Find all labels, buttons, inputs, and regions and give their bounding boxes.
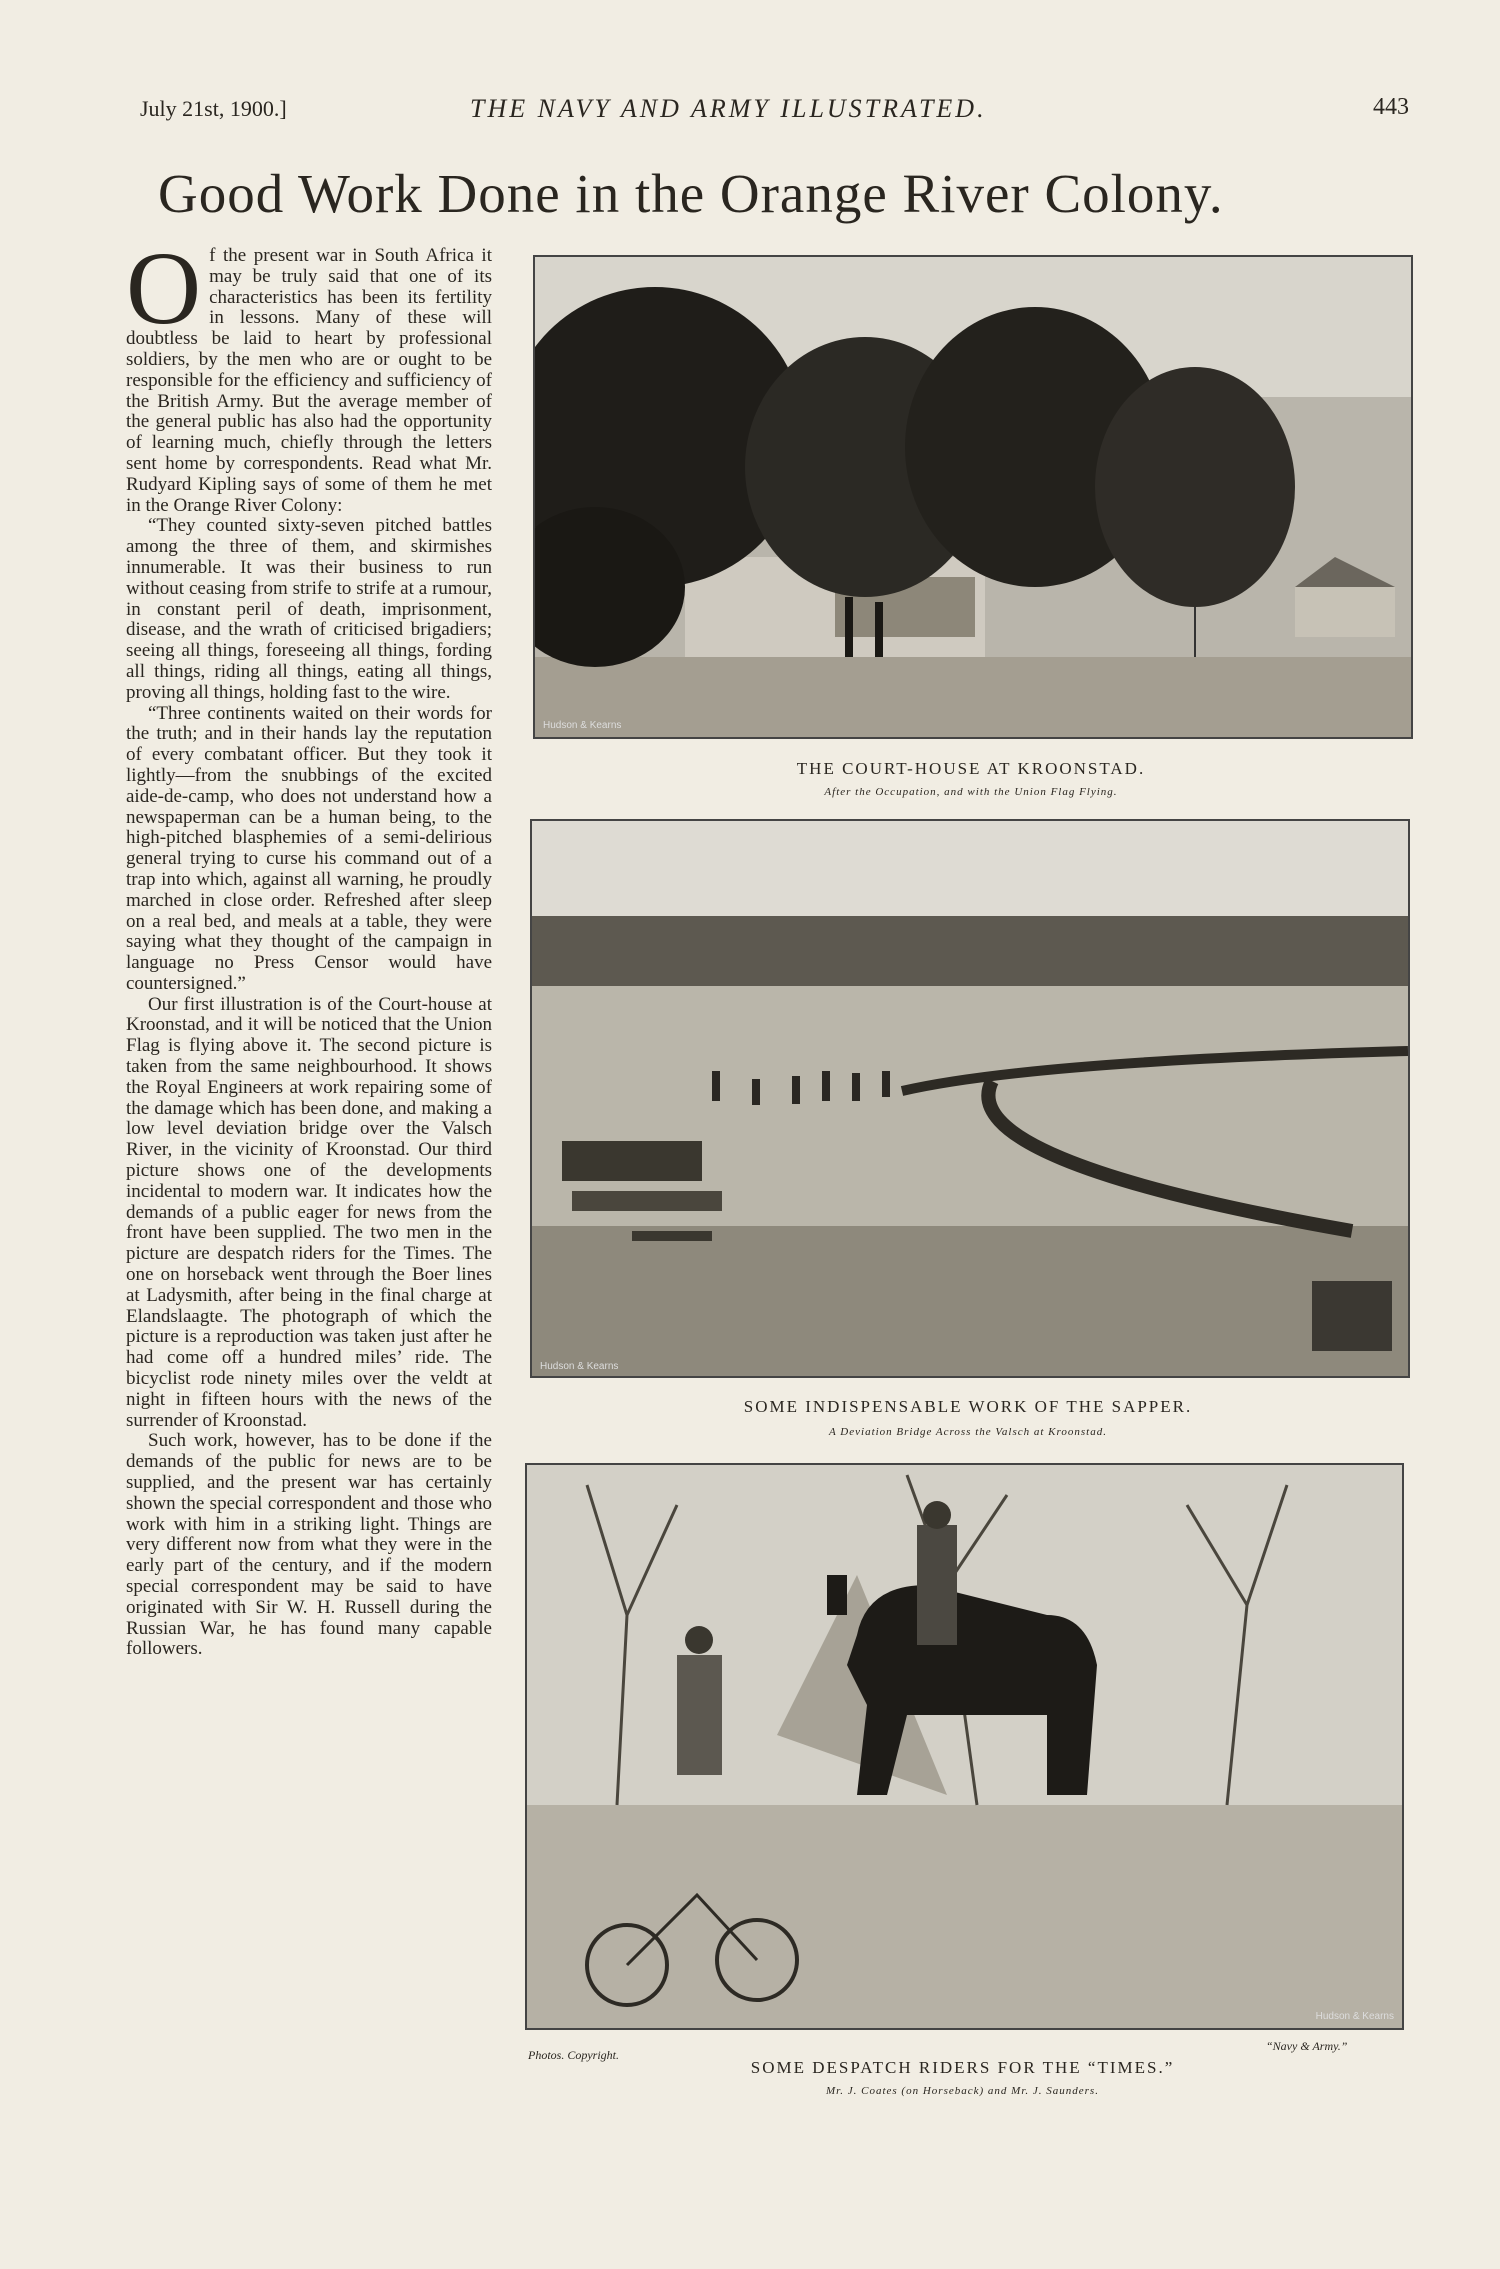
- photographer-mark: Hudson & Kearns: [1315, 2011, 1394, 2022]
- deviation-bridge-photo: [530, 819, 1410, 1378]
- photos-copyright: Photos. Copyright.: [528, 2048, 620, 2062]
- article-paragraph: “They counted sixty-seven pitched battles among the three of them, and skirmishes innumerable. It was their business to run without ceasing from strife to strife at a rumour, in constant peril of death, imprisonment, disease, and the wrath of criticised brigadiers; seeing all things, foreseeing all things, fording all things, riding all things, eating all things, proving all things, holding fast to the wire.: [126, 515, 492, 703]
- figure-caption: SOME DESPATCH RIDERS FOR THE “TIMES.”: [750, 2058, 1175, 2077]
- article-paragraph: Such work, however, has to be done if the demands of the public for news are to be supplied, and the present war has certainly shown the special correspondent and those who work with him in a striking light. Things are very different now from what they were in the early part of the century, and if the modern special correspondent may be said to have originated with Sir W. H. Russell during the Russian War, he has found many capable followers.: [126, 1430, 492, 1660]
- article-paragraph: Of the present war in South Africa it may be truly said that one of its characteristics has been its fertility in lessons. Many of these will doubtless be laid to heart by professional soldiers, by the men who are or ought to be responsible for the efficiency and sufficiency of the British Army. But the average member of the general public has also had the opportunity of learning much, chiefly through the letters sent home by correspondents. Read what Mr. Rudyard Kipling says of some of them he met in the Orange River Colony:: [126, 231, 492, 516]
- figure-subcaption: After the Occupation, and with the Union Flag Flying.: [824, 786, 1118, 798]
- navy-army-credit: “Navy & Army.”: [1266, 2039, 1348, 2053]
- page-number: 443: [1373, 94, 1409, 120]
- article-body: [126, 231, 492, 1660]
- article-headline: Good Work Done in the Orange River Colony.: [158, 163, 1224, 224]
- figure-subcaption: Mr. J. Coates (on Horseback) and Mr. J. Saunders.: [826, 2085, 1099, 2097]
- photographer-mark: Hudson & Kearns: [540, 1361, 619, 1372]
- courthouse-photo: [533, 255, 1413, 739]
- photographer-mark: Hudson & Kearns: [543, 720, 622, 731]
- article-paragraph: “Three continents waited on their words for the truth; and in their hands lay the reputation of every combatant officer. But they took it lightly—from the snubbings of the excited aide-de-camp, who does not understand how a newspaperman can be a human being, to the high-pitched blasphemies of a semi-delirious general trying to curse his command out of a trap into which, against all warning, he proudly marched in close order. Refreshed after sleep on a real bed, and meals at a table, they were saying what they thought of the campaign in language no Press Censor would have countersigned.”: [126, 702, 492, 994]
- despatch-riders-photo: [525, 1463, 1404, 2030]
- figure-subcaption: A Deviation Bridge Across the Valsch at Kroonstad.: [829, 1426, 1107, 1438]
- header-date: July 21st, 1900.]: [140, 96, 287, 121]
- figure-caption: SOME INDISPENSABLE WORK OF THE SAPPER.: [743, 1397, 1193, 1416]
- figure-caption: THE COURT-HOUSE AT KROONSTAD.: [796, 759, 1146, 778]
- article-paragraph: Our first illustration is of the Court-house at Kroonstad, and it will be noticed that the Union Flag is flying above it. The second picture is taken from the same neighbourhood. It shows the Royal Engineers at work repairing some of the damage which has been done, and making a low level deviation bridge over the Valsch River, in the vicinity of Kroonstad. Our third picture shows one of the developments incidental to modern war. It indicates how the demands of a public eager for news from the front have been supplied. The two men in the picture are despatch riders for the Times. The one on horseback went through the Boer lines at Ladysmith, after being in the final charge at Elandslaagte. The photograph of which the picture is a reproduction was taken just after he had come off a hundred miles’ ride. The bicyclist rode ninety miles over the veldt at night in fifteen hours with the news of the surrender of Kroonstad.: [126, 993, 492, 1431]
- drop-cap: O: [126, 231, 202, 346]
- magazine-title: THE NAVY AND ARMY ILLUSTRATED.: [470, 94, 987, 123]
